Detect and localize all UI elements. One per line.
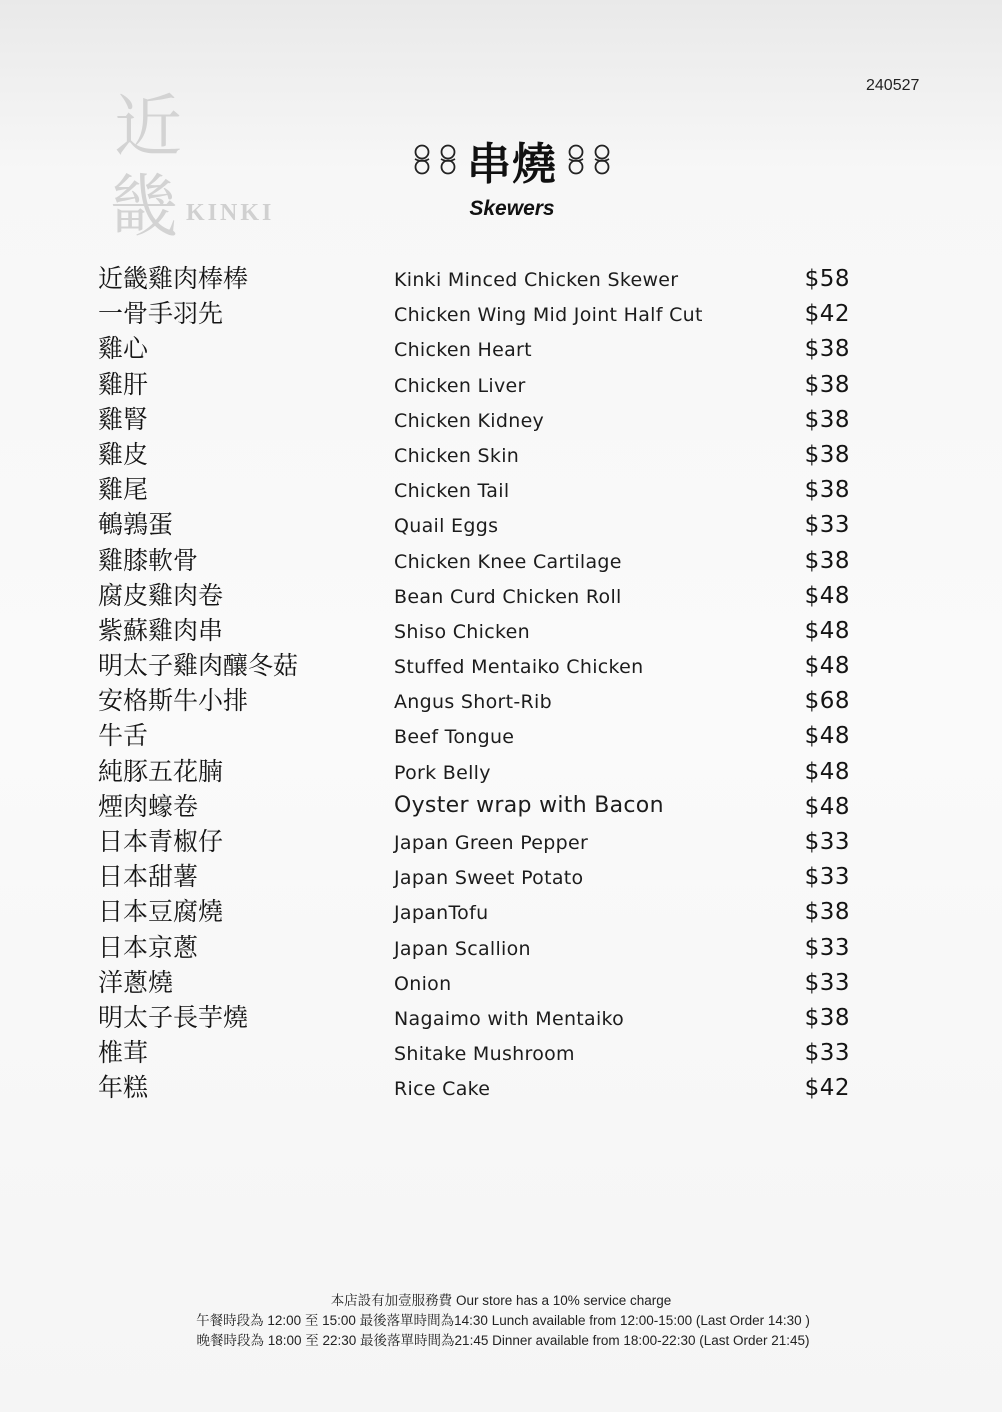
menu-item-chinese-name: 年糕 — [98, 1073, 149, 1103]
menu-item — [0, 579, 1002, 614]
menu-item-chinese-name: 雞腎 — [98, 404, 149, 434]
menu-item-price: $48 — [804, 653, 850, 680]
menu-item-price: $33 — [804, 969, 850, 996]
menu-item-chinese-name: 鵪鶉蛋 — [98, 510, 174, 540]
menu-item — [0, 544, 1002, 579]
menu-item-english-name: Chicken Heart — [394, 339, 532, 362]
menu-item-price: $38 — [804, 477, 850, 504]
menu-item — [0, 508, 1002, 543]
menu-item — [0, 649, 1002, 684]
logo-kanji-top: 近 — [114, 88, 183, 167]
menu-item-english-name: Pork Belly — [394, 761, 491, 784]
logo-latin-text: KINKI — [186, 200, 275, 226]
menu-item-price: $58 — [804, 266, 850, 292]
menu-item-chinese-name: 腐皮雞肉卷 — [98, 580, 224, 610]
menu-item — [0, 684, 1002, 719]
menu-item-price: $48 — [804, 582, 850, 609]
menu-item-english-name: Angus Short-Rib — [394, 691, 552, 714]
menu-item-price: $48 — [804, 758, 850, 785]
menu-item-price: $33 — [804, 829, 850, 855]
lunch-hours-note: 午餐時段為 12:00 至 15:00 最後落單時間為14:30 Lunch available from 12:00-15:00 (Last Order 14:30 ) — [196, 1313, 810, 1328]
menu-item-chinese-name: 明太子雞肉釀冬菇 — [98, 651, 299, 681]
menu-item-chinese-name: 煙肉蠔卷 — [98, 791, 199, 821]
menu-item — [0, 755, 1002, 790]
menu-item — [0, 1071, 1002, 1106]
menu-item-chinese-name: 紫蘇雞肉串 — [98, 615, 224, 645]
page-title-row — [0, 128, 1002, 192]
menu-item-english-name: Shitake Mushroom — [394, 1043, 575, 1066]
menu-list — [0, 262, 1002, 1107]
menu-item — [0, 790, 1002, 825]
menu-item — [0, 297, 1002, 332]
menu-item-chinese-name: 洋蔥燒 — [98, 967, 174, 997]
menu-item — [0, 825, 1002, 860]
menu-item-price: $42 — [804, 1075, 850, 1102]
page-title — [411, 128, 613, 192]
menu-item-english-name: Chicken Skin — [394, 444, 520, 467]
menu-item-english-name: JapanTofu — [394, 902, 489, 925]
menu-item-english-name: Quail Eggs — [394, 515, 499, 538]
menu-item-english-name: Rice Cake — [394, 1078, 491, 1101]
title-text: 串燒 — [467, 139, 557, 190]
menu-item-chinese-name: 雞肝 — [98, 369, 149, 399]
menu-item — [0, 1036, 1002, 1071]
menu-item — [0, 262, 1002, 297]
menu-item-english-name: Japan Green Pepper — [394, 832, 589, 854]
menu-item-price: $38 — [804, 441, 850, 468]
menu-item-chinese-name: 雞膝軟骨 — [98, 545, 199, 575]
menu-item — [0, 438, 1002, 473]
menu-item-chinese-name: 日本青椒仔 — [98, 827, 224, 856]
menu-item — [0, 332, 1002, 367]
ornament-left-icon — [411, 143, 459, 177]
menu-item-chinese-name: 日本京蔥 — [98, 932, 199, 962]
menu-item-english-name: Japan Scallion — [394, 937, 531, 960]
menu-item-chinese-name: 日本豆腐燒 — [98, 897, 224, 927]
menu-item-english-name: Chicken Wing Mid Joint Half Cut — [394, 304, 703, 327]
logo-kanji-bottom: 畿 — [110, 168, 179, 247]
menu-item-chinese-name: 雞心 — [98, 334, 149, 364]
footer-notes — [0, 1291, 1002, 1351]
menu-item-price: $48 — [804, 793, 850, 820]
menu-item-price: $38 — [804, 899, 850, 926]
menu-item-english-name: Shiso Chicken — [394, 620, 530, 643]
menu-item-chinese-name: 一骨手羽先 — [98, 299, 224, 329]
menu-item-chinese-name: 雞尾 — [98, 475, 149, 505]
menu-item-chinese-name: 雞皮 — [98, 439, 149, 469]
menu-item-price: $38 — [804, 371, 850, 398]
dinner-hours-note: 晚餐時段為 18:00 至 22:30 最後落單時間為21:45 Dinner available from 18:00-22:30 (Last Order 21:45) — [196, 1333, 810, 1348]
menu-item-price: $48 — [804, 723, 850, 750]
menu-item — [0, 403, 1002, 438]
menu-item-english-name: Japan Sweet Potato — [394, 867, 584, 890]
ornament-right-icon — [565, 143, 613, 177]
page-subtitle: Skewers — [469, 197, 555, 220]
menu-item — [0, 719, 1002, 754]
menu-item-price: $33 — [804, 864, 850, 891]
menu-item-chinese-name: 牛舌 — [98, 721, 149, 751]
menu-item — [0, 368, 1002, 403]
menu-item-price: $38 — [804, 336, 850, 363]
menu-item — [0, 931, 1002, 966]
menu-item-price: $33 — [804, 934, 850, 961]
menu-item-english-name: Oyster wrap with Bacon — [394, 792, 664, 818]
menu-item — [0, 614, 1002, 649]
menu-item-chinese-name: 日本甜薯 — [98, 862, 199, 892]
menu-item — [0, 895, 1002, 930]
menu-item-price: $48 — [804, 617, 850, 644]
menu-item-price: $38 — [804, 547, 850, 574]
menu-item-english-name: Stuffed Mentaiko Chicken — [394, 656, 644, 679]
menu-item-price: $38 — [804, 1004, 850, 1031]
menu-item-english-name: Chicken Tail — [394, 480, 510, 503]
menu-item — [0, 860, 1002, 895]
menu-item-chinese-name: 安格斯牛小排 — [98, 686, 249, 716]
menu-item-english-name: Bean Curd Chicken Roll — [394, 585, 622, 608]
menu-item-english-name: Chicken Liver — [394, 374, 526, 397]
menu-item-english-name: Onion — [394, 972, 452, 995]
menu-item-english-name: Nagaimo with Mentaiko — [394, 1007, 625, 1030]
menu-item-price: $42 — [804, 301, 850, 328]
menu-item-english-name: Chicken Kidney — [394, 409, 545, 432]
menu-item-english-name: Chicken Knee Cartilage — [394, 550, 622, 573]
menu-item-chinese-name: 近畿雞肉棒棒 — [98, 264, 249, 293]
service-charge-note: 本店設有加壹服務費 Our store has a 10% service charge — [330, 1293, 672, 1308]
menu-item-price: $38 — [804, 406, 850, 433]
menu-item-price: $33 — [804, 1040, 850, 1067]
menu-item-price: $68 — [804, 688, 850, 715]
menu-item — [0, 473, 1002, 508]
menu-item-chinese-name: 純豚五花腩 — [98, 756, 224, 786]
menu-item-english-name: Kinki Minced Chicken Skewer — [394, 269, 679, 291]
menu-item — [0, 1001, 1002, 1036]
menu-item-price: $33 — [804, 512, 850, 539]
menu-item — [0, 966, 1002, 1001]
menu-item-english-name: Beef Tongue — [394, 726, 515, 749]
menu-item-chinese-name: 椎茸 — [98, 1038, 149, 1068]
document-code: 240527 — [866, 77, 920, 94]
menu-item-chinese-name: 明太子長芋燒 — [98, 1002, 249, 1032]
